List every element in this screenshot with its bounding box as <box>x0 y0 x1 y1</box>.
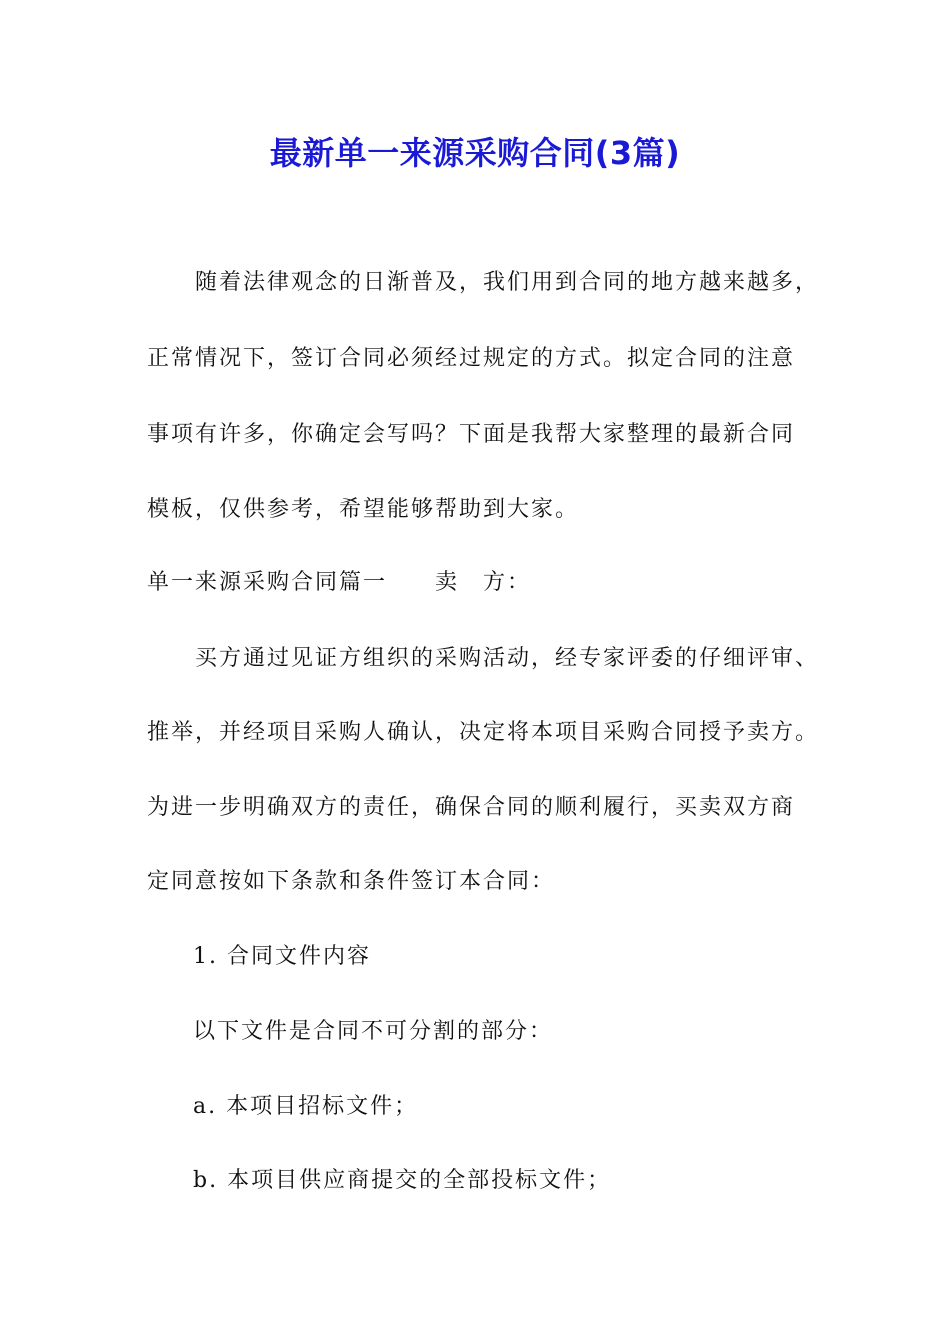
document-title: 最新单一来源采购合同(3篇) <box>269 134 681 172</box>
paragraph-line: 事项有许多，你确定会写吗？下面是我帮大家整理的最新合同 <box>147 422 796 447</box>
paragraph-line: 为进一步明确双方的责任，确保合同的顺利履行，买卖双方商 <box>147 795 796 820</box>
paragraph-line: 买方通过见证方组织的采购活动，经专家评委的仔细评审、 <box>195 646 820 671</box>
paragraph-line: 随着法律观念的日渐普及，我们用到合同的地方越来越多， <box>195 270 820 295</box>
paragraph-line: 以下文件是合同不可分割的部分： <box>193 1019 554 1044</box>
paragraph-line: 正常情况下，签订合同必须经过规定的方式。拟定合同的注意 <box>147 346 796 371</box>
list-item: 1. 合同文件内容 <box>193 944 371 969</box>
list-item: a. 本项目招标文件； <box>193 1094 419 1119</box>
paragraph-line: 推举，并经项目采购人确认，决定将本项目采购合同授予卖方。 <box>147 720 820 745</box>
list-item: b. 本项目供应商提交的全部投标文件； <box>193 1168 612 1193</box>
paragraph-line: 模板，仅供参考，希望能够帮助到大家。 <box>147 497 580 522</box>
paragraph-line: 定同意按如下条款和条件签订本合同： <box>147 869 556 894</box>
section-heading: 单一来源采购合同篇一 卖 方： <box>147 570 532 595</box>
